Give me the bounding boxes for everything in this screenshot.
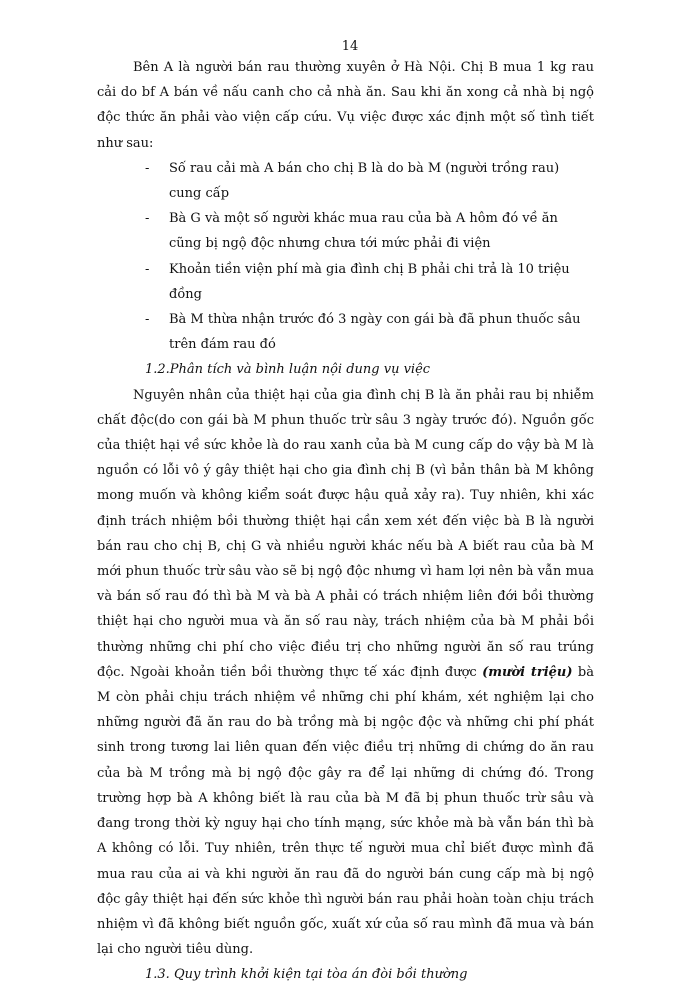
dash-bullet: - xyxy=(145,312,150,328)
page-content xyxy=(97,55,594,988)
list-item xyxy=(97,307,594,357)
analysis-text-before: Nguyên nhân của thiệt hại của gia đình chị B là ăn phải rau bị nhiễm chất độc(do con gái bà M phun thuốc trừ sâu 3 ngày trước đó). Nguồn gốc của thiệt hại về sức khỏe là do rau xanh của bà M cung cấp do vậy bà M là nguồn có lỗi vô ý gây thiệt hại cho gia đình chị B (vì bản thân bà M không mong muốn và không kiểm soát được hậu quả xảy ra). Tuy nhiên, khi xác định trách nhiệm bồi thường thiệt hại cần xem xét đến việc bà B là người bán rau cho chị B, chị G và nhiều người khác nếu bà A biết rau của bà M mới phun thuốc trừ sâu vào sẽ bị ngộ độc nhưng vì ham lợi nên bà vẫn mua và bán số rau đó thì bà M và bà A phải có trách nhiệm liên đới bồi thường thiệt hại cho người mua và ăn số rau này, trách nhiệm của bà M phải bồi thường những chi phí cho việc điều trị cho những người ăn số rau trúng độc. Ngoài khoản tiền bồi thường thực tế xác định được xyxy=(97,387,594,680)
amount-emphasis: (mười triệu) xyxy=(482,664,573,680)
list-item-text: Bà G và một số người khác mua rau của bà A hôm đó về ăn cũng bị ngộ độc nhưng chưa tới mức phải đi viện xyxy=(169,211,558,252)
list-item xyxy=(97,257,594,307)
dash-bullet: - xyxy=(145,261,150,277)
list-item xyxy=(97,206,594,256)
dash-bullet: - xyxy=(145,211,150,227)
intro-paragraph: Bên A là người bán rau thường xuyên ở Hà Nội. Chị B mua 1 kg rau cải do bf A bán về nấu canh cho cả nhà ăn. Sau khi ăn xong cả nhà bị ngộ độc thức ăn phải vào viện cấp cứu. Vụ việc được xác định một số tình tiết như sau: xyxy=(97,60,594,151)
section-heading-1-3: 1.3. Quy trình khởi kiện tại tòa án đòi bồi thường xyxy=(145,967,468,983)
facts-list xyxy=(97,156,594,358)
list-item-text: Số rau cải mà A bán cho chị B là do bà M (người trồng rau) cung cấp xyxy=(169,160,560,202)
list-item-text: Khoản tiền viện phí mà gia đình chị B phải chi trả là 10 triệu đồng xyxy=(169,261,570,302)
list-item-text: Bà M thừa nhận trước đó 3 ngày con gái bà đã phun thuốc sâu trên đám rau đó xyxy=(169,312,581,353)
analysis-paragraph xyxy=(97,383,594,963)
section-heading-1-2: 1.2.Phân tích và bình luận nội dung vụ việc xyxy=(145,362,431,378)
dash-bullet: - xyxy=(145,160,150,176)
analysis-text-after: bà M còn phải chịu trách nhiệm về những chi phí khám, xét nghiệm lại cho những người đã ăn rau do bà trồng mà bị ngộc độc và những chi phí phát sinh trong tương lai liên quan đến việc điều trị những di chứng do ăn rau của bà M trồng mà bị ngộ độc gây ra để lại những di chứng đó. Trong trường hợp bà A không biết là rau của bà M đã bị phun thuốc trừ sâu và đang trong thời kỳ nguy hại cho tính mạng, sức khỏe mà bà vẫn bán thì bà A không có lỗi. Tuy nhiên, trên thực tế người mua chỉ biết được mình đã mua rau của ai và khi người ăn rau đã do người bán cung cấp mà bị ngộ độc gây thiệt hại đến sức khỏe thì người bán rau phải hoàn toàn chịu trách nhiệm vì đã không biết nguồn gốc, xuất xứ của số rau mình đã mua và bán lại cho người tiêu dùng. xyxy=(97,664,594,958)
list-item xyxy=(97,156,594,206)
page-number: 14 xyxy=(341,39,359,54)
